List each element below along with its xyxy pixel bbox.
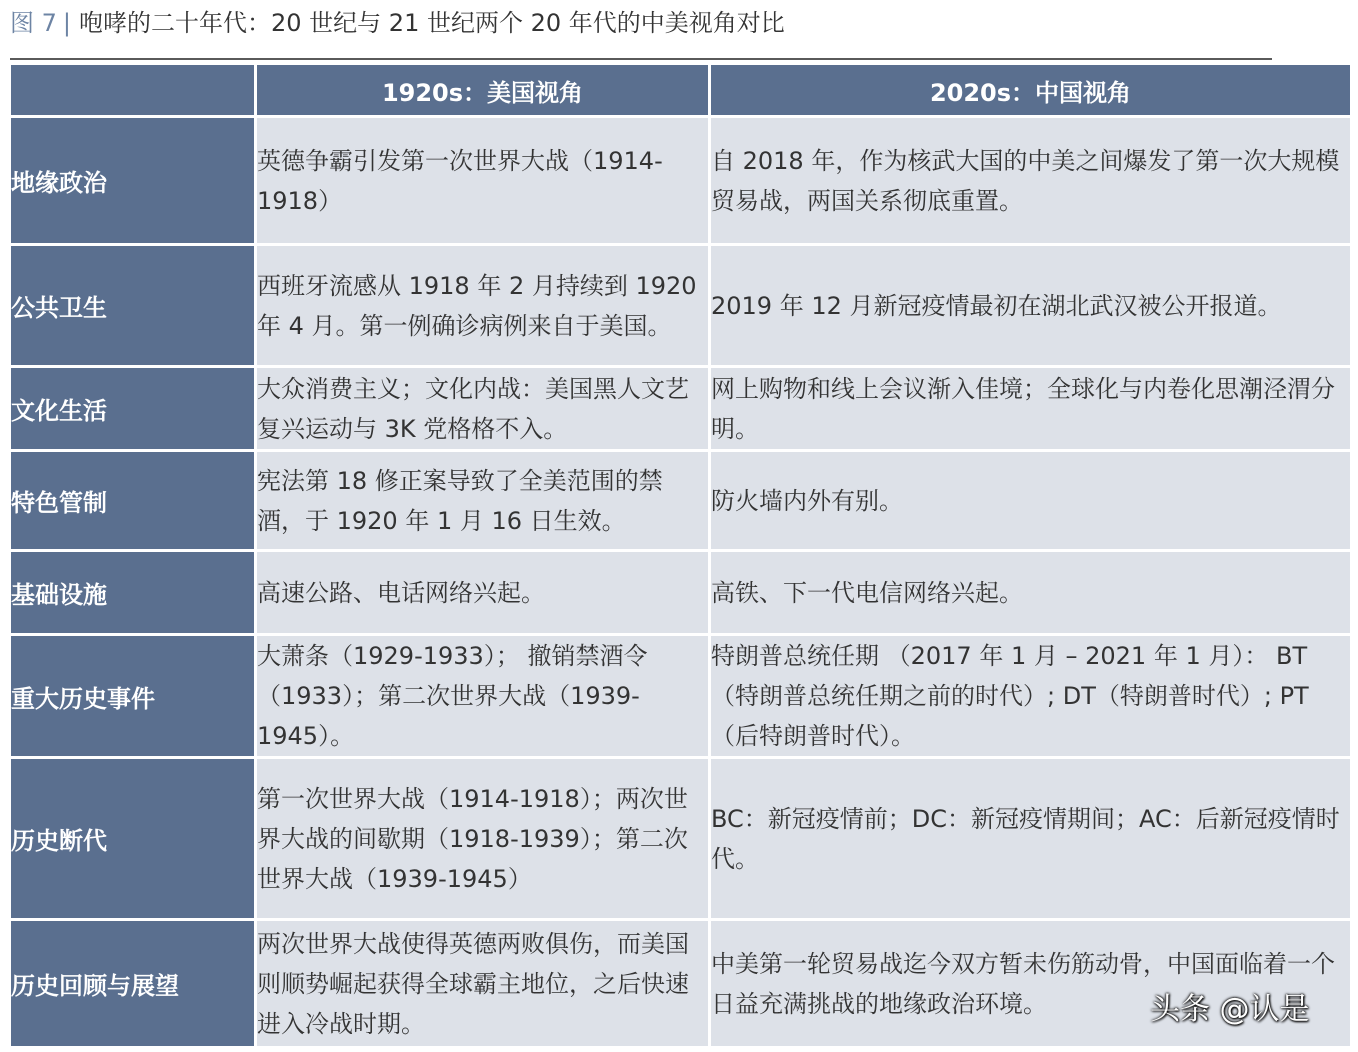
table-row (10, 451, 1352, 551)
cell-cn-2020s: 特朗普总统任期 （2017 年 1 月 – 2021 年 1 月）： BT（特朗普总统任期之前的时代）; DT（特朗普时代）; PT（后特朗普时代）。 (710, 635, 1352, 758)
row-category: 文化生活 (10, 367, 256, 451)
cell-us-1920s: 西班牙流感从 1918 年 2 月持续到 1920 年 4 月。第一例确诊病例来自于美国。 (256, 245, 710, 367)
figure-label: 图 7 (10, 9, 57, 37)
table-row (10, 635, 1352, 758)
figure-title-text: 咆哮的二十年代：20 世纪与 21 世纪两个 20 年代的中美视角对比 (79, 9, 785, 37)
cell-us-1920s: 高速公路、电话网络兴起。 (256, 551, 710, 635)
cell-us-1920s: 大萧条（1929-1933）； 撤销禁酒令（1933）；第二次世界大战（1939-1945）。 (256, 635, 710, 758)
cell-cn-2020s: 自 2018 年，作为核武大国的中美之间爆发了第一次大规模贸易战，两国关系彻底重置。 (710, 117, 1352, 245)
table-row (10, 367, 1352, 451)
header-cn-2020s: 2020s：中国视角 (710, 64, 1352, 117)
table-row (10, 245, 1352, 367)
row-category: 历史断代 (10, 758, 256, 920)
table-row (10, 758, 1352, 920)
figure-title (10, 6, 785, 40)
cell-us-1920s: 英德争霸引发第一次世界大战（1914-1918） (256, 117, 710, 245)
figure-separator: | (62, 9, 71, 37)
table-row (10, 551, 1352, 635)
row-category: 重大历史事件 (10, 635, 256, 758)
table-row (10, 117, 1352, 245)
row-category: 特色管制 (10, 451, 256, 551)
row-category: 公共卫生 (10, 245, 256, 367)
comparison-table (8, 62, 1353, 1049)
title-rule (10, 58, 1272, 60)
header-corner (10, 64, 256, 117)
row-category: 基础设施 (10, 551, 256, 635)
cell-us-1920s: 大众消费主义；文化内战：美国黑人文艺复兴运动与 3K 党格格不入。 (256, 367, 710, 451)
table-header-row (10, 64, 1352, 117)
row-category: 历史回顾与展望 (10, 920, 256, 1048)
cell-cn-2020s: 高铁、下一代电信网络兴起。 (710, 551, 1352, 635)
cell-us-1920s: 第一次世界大战（1914-1918）；两次世界大战的间歇期（1918-1939）；第二次世界大战（1939-1945） (256, 758, 710, 920)
cell-cn-2020s: BC：新冠疫情前；DC：新冠疫情期间；AC：后新冠疫情时代。 (710, 758, 1352, 920)
row-category: 地缘政治 (10, 117, 256, 245)
watermark: 头条 @认是 (1150, 992, 1310, 1027)
cell-us-1920s: 两次世界大战使得英德两败俱伤，而美国则顺势崛起获得全球霸主地位，之后快速进入冷战时期。 (256, 920, 710, 1048)
cell-cn-2020s: 防火墙内外有别。 (710, 451, 1352, 551)
cell-us-1920s: 宪法第 18 修正案导致了全美范围的禁酒，于 1920 年 1 月 16 日生效。 (256, 451, 710, 551)
cell-cn-2020s: 中美第一轮贸易战迄今双方暂未伤筋动骨，中国面临着一个日益充满挑战的地缘政治环境。 (710, 920, 1352, 1048)
cell-cn-2020s: 2019 年 12 月新冠疫情最初在湖北武汉被公开报道。 (710, 245, 1352, 367)
header-us-1920s: 1920s：美国视角 (256, 64, 710, 117)
cell-cn-2020s: 网上购物和线上会议渐入佳境；全球化与内卷化思潮泾渭分明。 (710, 367, 1352, 451)
